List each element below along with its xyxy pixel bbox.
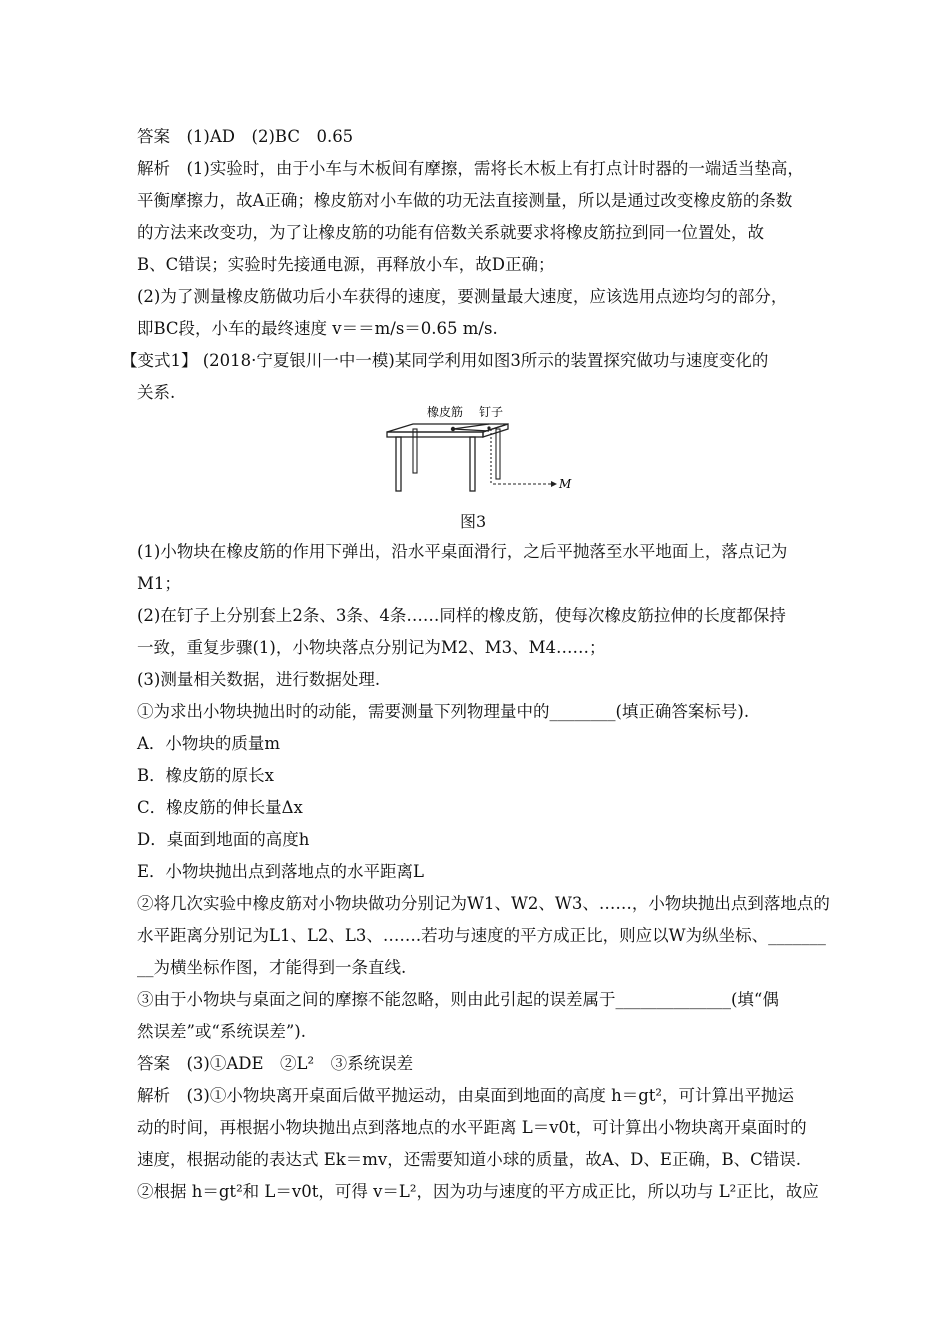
step-2-line-1: (2)在钉子上分别套上2条、3条、4条……同样的橡皮筋，使每次橡皮筋拉伸的长度都保持 [137,606,786,625]
analysis-line-4: B、C错误；实验时先接通电源，再释放小车，故D正确； [137,255,555,274]
step-1-line-1: (1)小物块在橡皮筋的作用下弹出，沿水平桌面滑行，之后平抛落至水平地面上，落点记为 [137,542,788,561]
analysis-2-line-2: 动的时间，再根据小物块抛出点到落地点的水平距离 L＝v0t，可计算出小物块离开桌面时的 [137,1118,807,1137]
table-apparatus-figure [383,404,573,496]
step-3: (3)测量相关数据，进行数据处理. [137,670,381,689]
label-nail: 钉子 [479,405,504,419]
label-rubber-band: 橡皮筋 [427,405,464,419]
analysis-line-6: 即BC段，小车的最终速度 v＝＝m/s＝0.65 m/s. [137,319,498,338]
question-2-line-3: __为横坐标作图，才能得到一条直线. [137,958,407,977]
analysis-line-3: 的方法来改变功，为了让橡皮筋的功能有倍数关系就要求将橡皮筋拉到同一位置处，故 [137,223,764,242]
label-m: M [559,477,572,491]
question-3-line-2: 然误差”或“系统误差”). [137,1022,306,1041]
analysis-line-1: 解析 (1)实验时，由于小车与木板间有摩擦，需将长木板上有打点计时器的一端适当垫高， [137,159,804,178]
analysis-line-2: 平衡摩擦力，故A正确；橡皮筋对小车做的功无法直接测量，所以是通过改变橡皮筋的条数 [137,191,793,210]
option-c: C．橡皮筋的伸长量Δx [137,798,303,817]
question-3-line-1: ③由于小物块与桌面之间的摩擦不能忽略，则由此引起的误差属于______________(填“偶 [137,990,779,1009]
question-1: ①为求出小物块抛出时的动能，需要测量下列物理量中的________(填正确答案标号). [137,702,750,721]
analysis-2-line-1: 解析 (3)①小物块离开桌面后做平抛运动，由桌面到地面的高度 h＝gt²，可计算出平抛运 [137,1086,795,1105]
option-e: E．小物块抛出点到落地点的水平距离L [137,862,425,881]
variant-line-2: 关系. [137,383,176,402]
question-2-line-1: ②将几次实验中橡皮筋对小物块做功分别记为W1、W2、W3、……，小物块抛出点到落地点的 [137,894,830,913]
variant-heading: 【变式1】 (2018·宁夏银川一中一模)某同学利用如图3所示的装置探究做功与速度变化的 [121,351,769,370]
answer-2: 答案 (3)①ADE ②L² ③系统误差 [137,1054,414,1073]
option-b: B．橡皮筋的原长x [137,766,274,785]
answer-line-1: 答案 (1)AD (2)BC 0.65 [137,127,354,146]
question-2-line-2: 水平距离分别记为L1、L2、L3、…….若功与速度的平方成正比，则应以W为纵坐标、_______ [137,926,826,945]
analysis-2-line-4: ②根据 h＝gt²和 L＝v0t，可得 v＝L²，因为功与速度的平方成正比，所以功与 L²正比，故应 [137,1182,819,1201]
step-2-line-2: 一致，重复步骤(1)，小物块落点分别记为M2、M3、M4……； [137,638,606,657]
option-d: D．桌面到地面的高度h [137,830,310,849]
analysis-line-5: (2)为了测量橡皮筋做功后小车获得的速度，要测量最大速度，应该选用点迹均匀的部分， [137,287,788,306]
figure-caption: 图3 [460,512,487,531]
step-1-line-2: M1； [137,574,181,593]
option-a: A．小物块的质量m [137,734,281,753]
analysis-2-line-3: 速度，根据动能的表达式 Ek＝mv，还需要知道小球的质量，故A、D、E正确，B、C错误. [137,1150,801,1169]
